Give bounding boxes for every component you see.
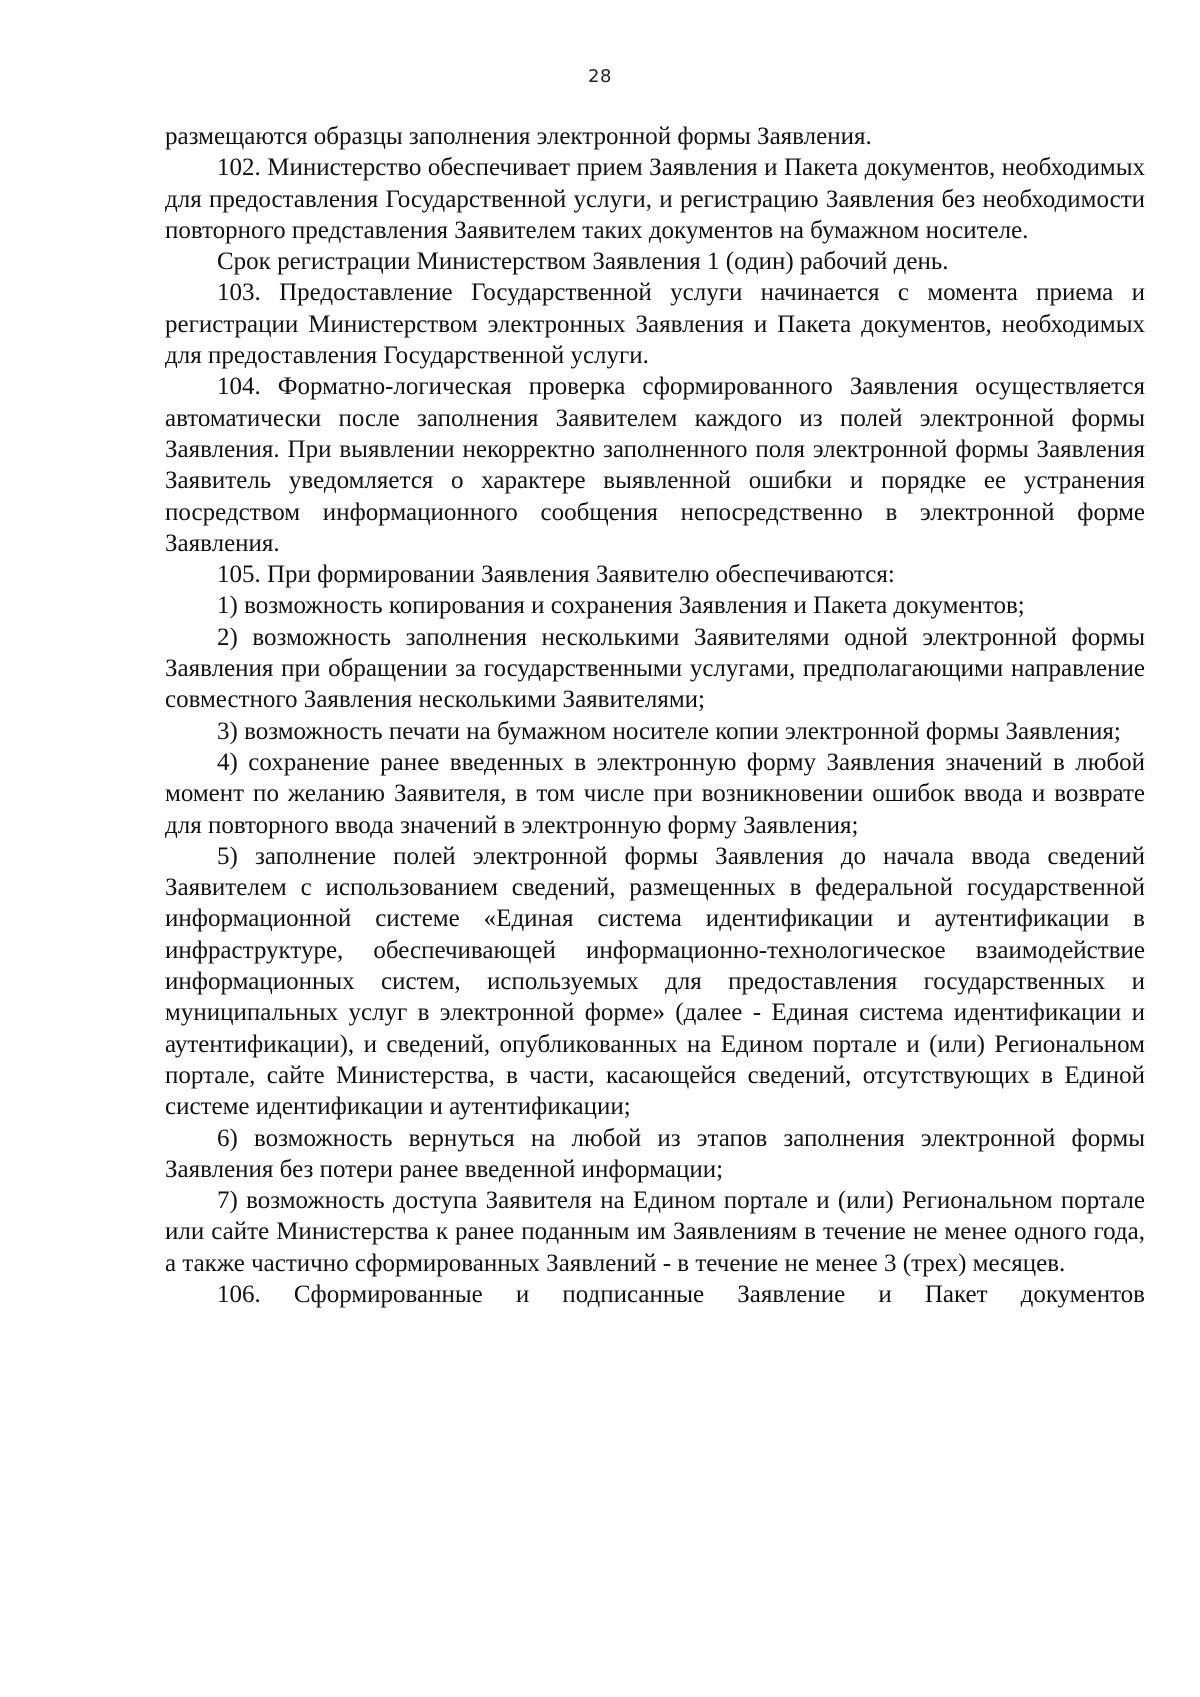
page-number: 28 [588,66,612,87]
list-item-4: 4) сохранение ранее введенных в электронную форму Заявления значений в любой момент по желанию Заявителя, в том числе при возникновении ошибок ввода и возврате для повторного ввода значений в электронную форму Заявления; [165,748,1145,839]
document-body [165,121,1145,1310]
paragraph-105: 105. При формировании Заявления Заявителю обеспечиваются: [217,561,895,589]
list-item-1: 1) возможность копирования и сохранения Заявления и Пакета документов; [217,592,1025,620]
paragraph-registration-term: Срок регистрации Министерством Заявления 1 (один) рабочий день. [217,248,949,276]
list-item-2: 2) возможность заполнения несколькими Заявителями одной электронной формы Заявления при обращении за государственными услугами, предполагающими направление совместного Заявления несколькими Заявителями; [165,623,1145,714]
paragraph-continuation: размещаются образцы заполнения электронной формы Заявления. [165,123,872,150]
list-item-3: 3) возможность печати на бумажном носителе копии электронной формы Заявления; [217,717,1121,745]
paragraph-102: 102. Министерство обеспечивает прием Заявления и Пакета документов, необходимых для предоставления Государственной услуги, и регистрацию Заявления без необходимости повторного представления Заявителем таких документов на бумажном носителе. [165,154,1145,244]
paragraph-106: 106. Сформированные и подписанные Заявление и Пакет документов [217,1280,1145,1308]
list-item-6: 6) возможность вернуться на любой из этапов заполнения электронной формы Заявления без потери ранее введенной информации; [165,1124,1145,1183]
paragraph-104: 104. Форматно-логическая проверка сформированного Заявления осуществляется автоматически после заполнения Заявителем каждого из полей электронной формы Заявления. При выявлении некорректно заполненного поля электронной формы Заявления Заявитель уведомляется о характере выявленной ошибки и порядке ее устранения посредством информационного сообщения непосредственно в электронной форме Заявления. [165,373,1145,557]
list-item-7: 7) возможность доступа Заявителя на Едином портале и (или) Региональном портале или сайте Министерства к ранее поданным им Заявлениям в течение не менее одного года, а также частично сформированных Заявлений - в течение не менее 3 (трех) месяцев. [165,1187,1145,1277]
list-item-5: 5) заполнение полей электронной формы Заявления до начала ввода сведений Заявителем с использованием сведений, размещенных в федеральной государственной информационной системе «Единая система идентификации и аутентификации в инфраструктуре, обеспечивающей информационно-технологическое взаимодействие информационных систем, используемых для предоставления государственных и муниципальных услуг в электронной форме» (далее - Единая система идентификации и аутентификации), и сведений, опубликованных на Едином портале и (или) Региональном портале, сайте Министерства, в части, касающейся сведений, отсутствующих в Единой системе идентификации и аутентификации; [165,842,1145,1121]
paragraph-103: 103. Предоставление Государственной услуги начинается с момента приема и регистрации Министерством электронных Заявления и Пакета документов, необходимых для предоставления Государственной услуги. [165,279,1145,370]
